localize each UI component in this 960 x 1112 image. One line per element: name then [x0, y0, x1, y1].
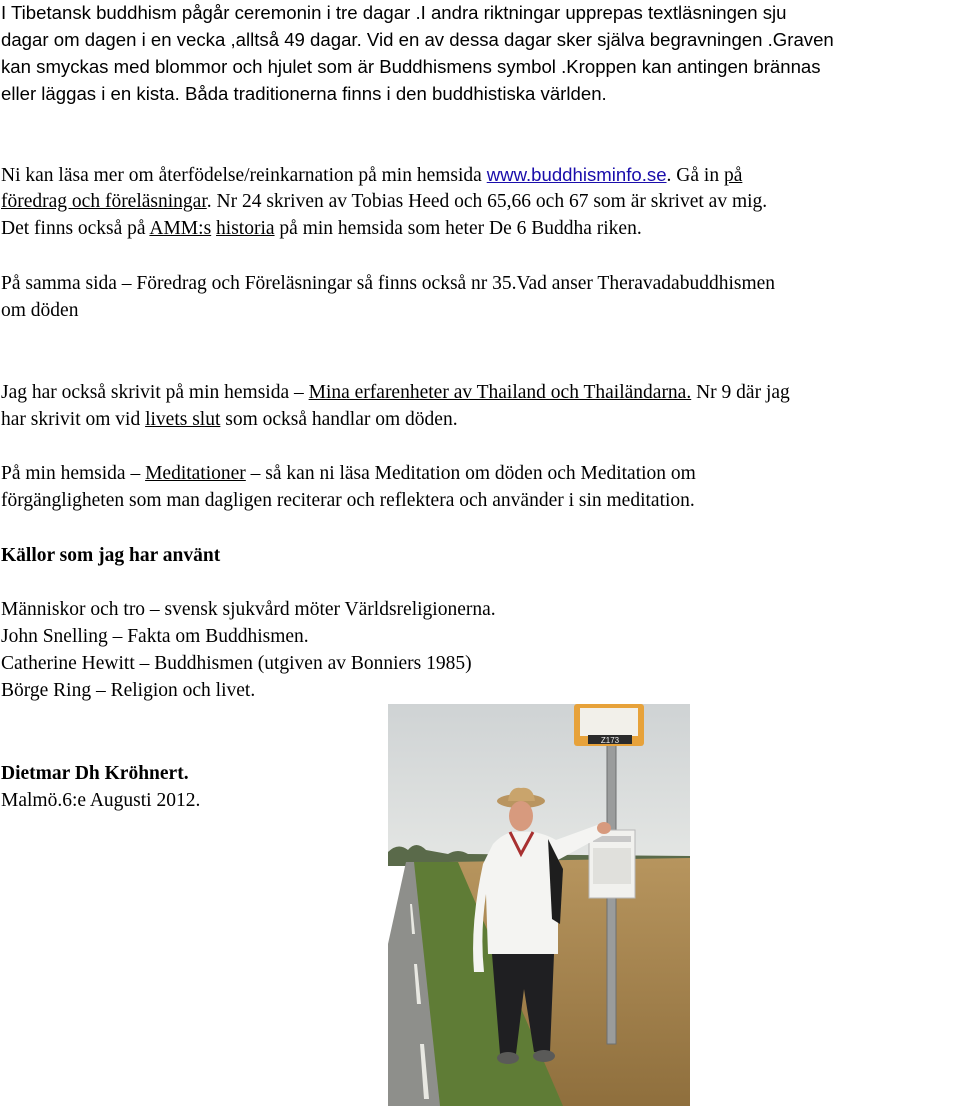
source-item: Börge Ring – Religion och livet.: [1, 680, 256, 701]
meditation-text: – så kan ni läsa Meditation om döden och Meditation om: [245, 463, 696, 484]
source-item: John Snelling – Fakta om Buddhismen.: [1, 626, 309, 647]
buddhisminfo-link[interactable]: www.buddhisminfo.se: [486, 164, 667, 185]
same-page-line-1: På samma sida – Föredrag och Föreläsningar så finns också nr 35.Vad anser Theravadabuddhismen: [1, 273, 776, 294]
thailand-text: som också handlar om döden.: [220, 409, 458, 430]
meditation-line-1: [1, 460, 696, 487]
hand: [597, 822, 611, 834]
reincarnation-text: . Nr 24 skriven av Tobias Heed och 65,66 och 67 som är skrivet av mig.: [206, 191, 768, 212]
intro-line-3: kan smyckas med blommor och hjulet som är Buddhismens symbol .Kroppen kan antingen brännas: [1, 56, 821, 77]
thailand-link[interactable]: Mina erfarenheter av Thailand och Thailändarna.: [308, 382, 692, 403]
head: [509, 801, 533, 831]
source-item: Catherine Hewitt – Buddhismen (utgiven av Bonniers 1985): [1, 653, 472, 674]
reincarnation-text: Det finns också på: [1, 218, 150, 239]
meditation-line-2: förgängligheten som man dagligen reciterar och reflektera och använder i sin meditation.: [1, 490, 695, 511]
reincarnation-line-1: [1, 161, 742, 189]
intro-line-2: dagar om dagen i en vecka ,alltså 49 dagar. Vid en av dessa dagar sker själva begravningen .Graven: [1, 29, 834, 50]
reincarnation-line-2: [1, 188, 767, 215]
amm-link[interactable]: AMM:s: [149, 218, 212, 239]
thailand-text: Jag har också skrivit på min hemsida –: [1, 382, 309, 403]
intro-line-4: eller läggas i en kista. Båda traditionerna finns i den buddhistiska världen.: [1, 83, 607, 104]
foredrag-link-part[interactable]: på: [723, 165, 743, 186]
shoe-left: [497, 1052, 519, 1064]
sources-heading: Källor som jag har använt: [1, 545, 221, 566]
reincarnation-line-3: [1, 215, 642, 242]
sign-number: Z173: [600, 736, 620, 745]
reincarnation-text: på min hemsida som heter De 6 Buddha riken.: [274, 218, 642, 239]
bus-stop-photo: [388, 704, 690, 1106]
thailand-line-1: [1, 379, 790, 406]
meditation-text: På min hemsida –: [1, 463, 146, 484]
reincarnation-text: . Gå in: [666, 165, 724, 186]
meditationer-link[interactable]: Meditationer: [145, 463, 246, 484]
place-date: Malmö.6:e Augusti 2012.: [1, 790, 201, 811]
thailand-text: Nr 9 där jag: [691, 382, 790, 403]
shoe-right: [533, 1050, 555, 1062]
foredrag-link[interactable]: föredrag och föreläsningar: [1, 191, 207, 212]
thailand-text: har skrivit om vid: [1, 409, 146, 430]
historia-link[interactable]: historia: [216, 218, 275, 239]
livets-slut-link[interactable]: livets slut: [145, 409, 221, 430]
reincarnation-text: Ni kan läsa mer om återfödelse/reinkarnation på min hemsida: [1, 165, 487, 186]
thailand-line-2: [1, 406, 458, 433]
author-name: Dietmar Dh Kröhnert.: [1, 763, 189, 784]
source-item: Människor och tro – svensk sjukvård möter Världsreligionerna.: [1, 599, 496, 620]
same-page-line-2: om döden: [1, 300, 79, 321]
intro-line-1: I Tibetansk buddhism pågår ceremonin i tre dagar .I andra riktningar upprepas textläsningen sju: [1, 2, 787, 23]
